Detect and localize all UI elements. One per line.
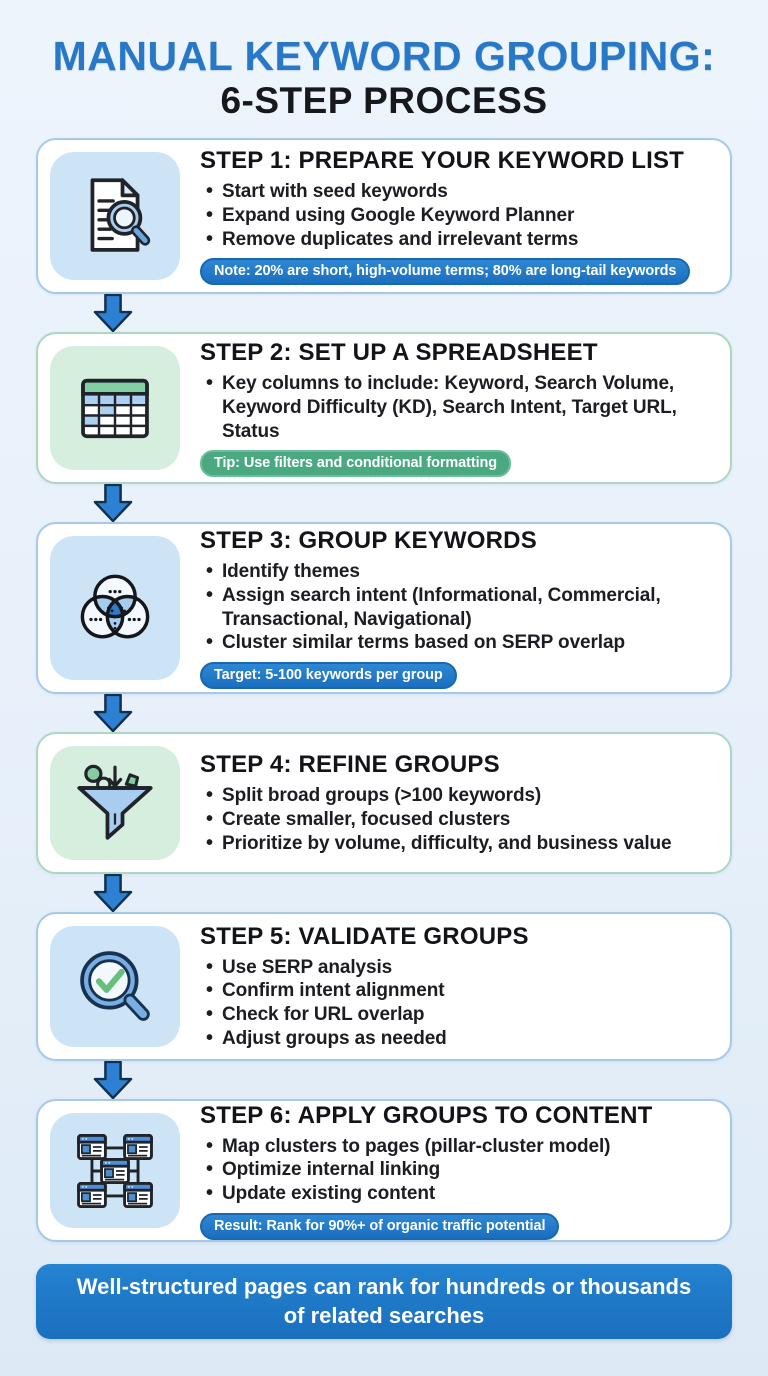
document-search-icon (50, 152, 180, 280)
step-bullets (200, 784, 718, 855)
step-bullets (200, 560, 718, 655)
bullet-item: • Map clusters to pages (pillar-cluster model) (200, 1135, 718, 1159)
step-card-6 (36, 1099, 732, 1242)
step-title: STEP 4: REFINE GROUPS (200, 751, 500, 779)
step-card-5 (36, 912, 732, 1061)
target-badge: Target: 5-100 keywords per group (200, 662, 457, 689)
bullet-item: • Key columns to include: Keyword, Search Volume, Keyword Difficulty (KD), Search Intent, Target URL, Status (200, 372, 718, 443)
result-badge: Result: Rank for 90%+ of organic traffic potential (200, 1213, 559, 1240)
bullet-item: • Create smaller, focused clusters (200, 808, 718, 832)
magnifier-check-icon (50, 926, 180, 1047)
spreadsheet-icon (50, 346, 180, 470)
down-arrow-icon (91, 484, 135, 522)
bullet-item: • Start with seed keywords (200, 180, 718, 204)
down-arrow-icon (91, 1061, 135, 1099)
bullet-item: • Split broad groups (>100 keywords) (200, 784, 718, 808)
step-bullets (200, 180, 718, 251)
step-content (180, 1102, 718, 1240)
bullet-item: • Identify themes (200, 560, 718, 584)
down-arrow-icon (91, 874, 135, 912)
step-title: STEP 2: SET UP A SPREADSHEET (200, 339, 598, 367)
step-bullets (200, 1135, 718, 1206)
footer-banner (36, 1264, 732, 1339)
page-header (0, 0, 768, 121)
bullet-item: • Remove duplicates and irrelevant terms (200, 228, 718, 252)
bullet-item: • Cluster similar terms based on SERP overlap (200, 631, 718, 655)
step-card-3 (36, 522, 732, 694)
bullet-item: • Use SERP analysis (200, 956, 718, 980)
bullet-item: • Update existing content (200, 1182, 718, 1206)
bullet-item: • Prioritize by volume, difficulty, and business value (200, 832, 718, 856)
tip-badge: Tip: Use filters and conditional formatting (200, 450, 511, 477)
step-title: STEP 6: APPLY GROUPS TO CONTENT (200, 1101, 653, 1129)
page-title: MANUAL KEYWORD GROUPING: (52, 33, 716, 79)
bullet-item: • Optimize internal linking (200, 1158, 718, 1182)
step-content (180, 339, 718, 477)
down-arrow-icon (91, 694, 135, 732)
step-card-1 (36, 138, 732, 294)
funnel-icon (50, 746, 180, 860)
step-content (180, 923, 718, 1051)
bullet-item: • Adjust groups as needed (200, 1027, 718, 1051)
down-arrow-icon (91, 294, 135, 332)
step-content (180, 147, 718, 285)
bullet-item: • Assign search intent (Informational, Commercial, Transactional, Navigational) (200, 584, 718, 632)
page-subtitle: 6-STEP PROCESS (220, 80, 548, 122)
steps-list (36, 138, 732, 1242)
bullet-item: • Check for URL overlap (200, 1003, 718, 1027)
step-card-2 (36, 332, 732, 484)
step-bullets (200, 956, 718, 1051)
step-card-4 (36, 732, 732, 874)
step-bullets (200, 372, 718, 443)
venn-diagram-icon (50, 536, 180, 680)
step-title: STEP 3: GROUP KEYWORDS (200, 527, 537, 555)
bullet-item: • Expand using Google Keyword Planner (200, 204, 718, 228)
step-title: STEP 5: VALIDATE GROUPS (200, 922, 529, 950)
step-content (180, 527, 718, 689)
note-badge: Note: 20% are short, high-volume terms; 80% are long-tail keywords (200, 258, 690, 285)
step-title: STEP 1: PREPARE YOUR KEYWORD LIST (200, 147, 685, 175)
step-content (180, 751, 718, 855)
linked-pages-icon (50, 1113, 180, 1228)
bullet-item: • Confirm intent alignment (200, 979, 718, 1003)
footer-text: Well-structured pages can rank for hundreds or thousands of related searches (76, 1274, 692, 1328)
